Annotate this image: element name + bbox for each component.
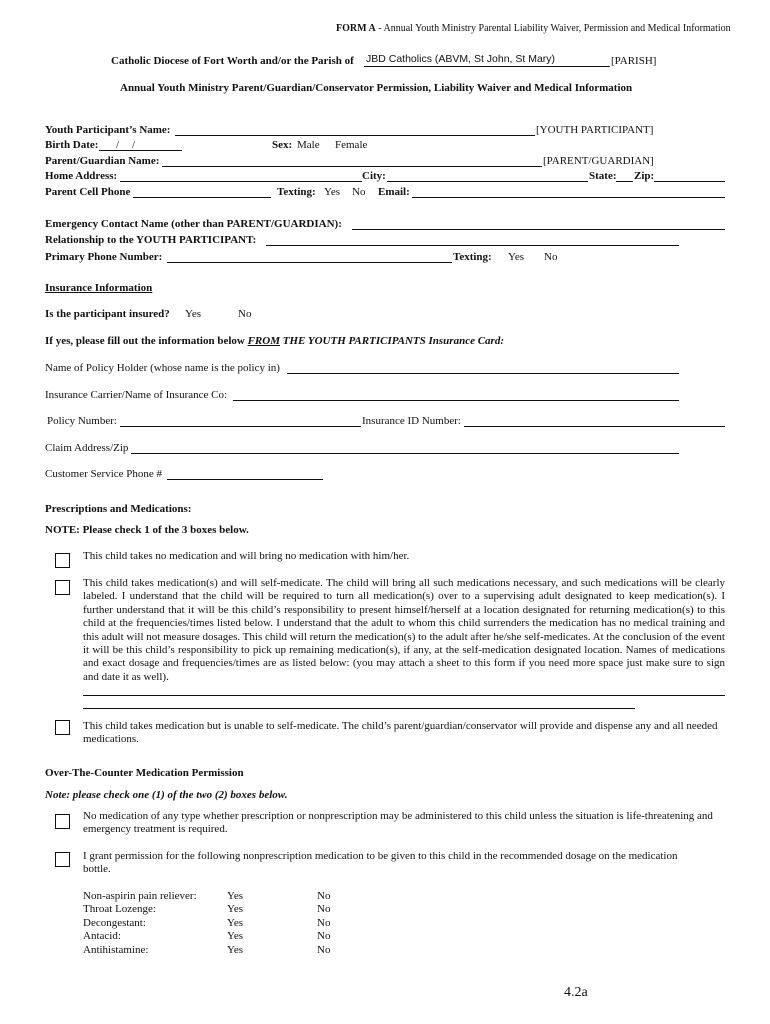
texting-no-option[interactable]: No [352,186,366,198]
self-medicate-checkbox[interactable] [55,580,70,595]
instruction-prefix: If yes, please fill out the information below [45,335,248,347]
customer-service-label: Customer Service Phone # [45,468,163,480]
emergency-contact-label: Emergency Contact Name (other than PARENT/GUARDIAN): [45,218,342,230]
unable-self-medicate-text: This child takes medication but is unable to self-medicate. The child’s parent/guardian/conservator will provide and dispense any and all needed medications. [83,720,718,746]
medication-list-line-1[interactable] [83,695,725,696]
parish-field[interactable]: JBD Catholics (ABVM, St John, St Mary) [366,53,556,65]
parent-name-label: Parent/Guardian Name: [45,155,160,167]
form-label: FORM A [336,23,376,34]
birth-sep-1: / [116,139,120,151]
insured-yes-option[interactable]: Yes [185,308,202,320]
instruction-from: FROM [247,335,280,347]
claim-address-field[interactable] [131,453,679,454]
otc-yes-column [227,890,243,957]
participant-name-tag: [YOUTH PARTICIPANT] [536,124,654,136]
zip-field[interactable] [654,181,725,182]
participant-name-label: Youth Participant’s Name: [45,124,171,136]
parent-name-tag: [PARENT/GUARDIAN] [543,155,654,167]
sex-male-option[interactable]: Male [297,139,320,151]
birth-date-label: Birth Date: [45,139,99,151]
participant-name-field[interactable] [175,135,535,136]
carrier-field[interactable] [233,400,679,401]
email-field[interactable] [412,197,725,198]
insurance-heading: Insurance Information [45,282,153,294]
city-label: City: [362,170,386,182]
insured-no-option[interactable]: No [238,308,252,320]
otc-item-decongestant: Decongestant: [83,916,146,929]
home-address-label: Home Address: [45,170,118,182]
self-medicate-text: This child takes medication(s) and will self-medicate. The child will bring all such medications necessary, and such medications will be clearly labeled. I understand that the child will be required to turn all medication(s) over to a supervising adult designated to keep medication(s). I further understand that it will be this child’s responsibility to present himself/herself at a location designated for returning medication(s) to this child at the frequencies/times listed below. I understand that the adult to whom this child surrenders the medication has no medical training and this adult will not measure dosages. This child will return the medication(s) to the adult after he/she self-medicates. At the conclusion of the event it will be this child’s responsibility to pick up remaining medication(s), if any, at the self-medication designated location. Names of medications and exact dosage and frequencies/times are as listed below: (you may attach a sheet to this form if you need more space just make sure to sign and date it as well). [83,577,725,683]
primary-phone-field[interactable] [167,262,452,263]
parent-name-field[interactable] [162,166,542,167]
email-label: Email: [378,186,410,198]
otc-yes-option[interactable]: Yes [227,930,244,943]
relationship-field[interactable] [266,245,679,246]
form-header [336,23,731,34]
parent-cell-label: Parent Cell Phone [45,186,131,198]
otc-no-option[interactable]: No [317,930,331,943]
otc-yes-option[interactable]: Yes [227,943,244,956]
otc-items-list [83,890,197,957]
no-otc-checkbox[interactable] [55,814,70,829]
unable-self-medicate-checkbox[interactable] [55,720,70,735]
insured-question: Is the participant insured? [45,308,170,320]
insurance-instruction [45,335,504,347]
grant-otc-checkbox[interactable] [55,852,70,867]
zip-label: Zip: [634,170,655,182]
otc-yes-option[interactable]: Yes [227,916,244,929]
policy-number-field[interactable] [120,426,361,427]
no-otc-text: No medication of any type whether prescription or nonprescription may be administered to this child unless the situation is life-threatening and emergency treatment is required. [83,810,713,836]
otc-no-column [317,890,330,957]
parish-tag: [PARISH] [611,55,657,67]
parent-cell-field[interactable] [133,197,271,198]
prescriptions-heading: Prescriptions and Medications: [45,503,192,515]
texting-label: Texting: [277,186,316,198]
city-field[interactable] [387,181,588,182]
otc-no-option[interactable]: No [317,943,331,956]
otc-heading: Over-The-Counter Medication Permission [45,767,244,779]
otc-yes-option[interactable]: Yes [227,890,244,902]
medication-list-line-2[interactable] [83,708,635,709]
otc-no-option[interactable]: No [317,903,331,916]
main-title: Annual Youth Ministry Parent/Guardian/Conservator Permission, Liability Waiver and Medical Information [120,82,633,94]
policy-number-label: Policy Number: [47,415,117,427]
emergency-contact-field[interactable] [352,229,725,230]
insurance-id-label: Insurance ID Number: [362,415,461,427]
otc-item-antacid: Antacid: [83,930,121,943]
form-title: - Annual Youth Ministry Parental Liability Waiver, Permission and Medical Information [375,23,731,34]
state-field[interactable] [616,181,633,182]
texting-yes-option[interactable]: Yes [324,186,341,198]
sex-label: Sex: [272,139,293,151]
otc-note: Note: please check one (1) of the two (2) boxes below. [45,789,288,801]
no-medication-text: This child takes no medication and will bring no medication with him/her. [83,550,410,562]
primary-phone-label: Primary Phone Number: [45,251,163,263]
carrier-label: Insurance Carrier/Name of Insurance Co: [45,389,228,401]
diocese-label: Catholic Diocese of Fort Worth and/or the Parish of [111,55,354,67]
no-medication-checkbox[interactable] [55,553,70,568]
otc-no-option[interactable]: No [317,916,331,929]
insurance-id-field[interactable] [464,426,725,427]
page-number: 4.2a [564,985,588,1000]
birth-date-field[interactable] [99,150,182,151]
otc-no-option[interactable]: No [317,890,331,902]
otc-yes-option[interactable]: Yes [227,903,244,916]
customer-service-field[interactable] [167,479,323,480]
emergency-texting-no[interactable]: No [544,251,558,263]
grant-otc-text: I grant permission for the following nonprescription medication to be given to this child in the recommended dosage on the medication bottle. [83,850,678,876]
otc-item-throat-lozenge: Throat Lozenge: [83,903,156,916]
policy-holder-label: Name of Policy Holder (whose name is the policy in) [45,362,280,374]
parish-underline [364,66,610,67]
birth-sep-2: / [132,139,136,151]
prescriptions-note: NOTE: Please check 1 of the 3 boxes below. [45,524,249,536]
state-label: State: [589,170,617,182]
policy-holder-field[interactable] [287,373,679,374]
otc-item-antihistamine: Antihistamine: [83,943,149,956]
claim-address-label: Claim Address/Zip [45,442,129,454]
sex-female-option[interactable]: Female [335,139,368,151]
otc-item-pain-reliever: Non-aspirin pain reliever: [83,890,197,902]
relationship-label: Relationship to the YOUTH PARTICIPANT: [45,234,257,246]
emergency-texting-label: Texting: [453,251,492,263]
home-address-field[interactable] [120,181,362,182]
emergency-texting-yes[interactable]: Yes [508,251,525,263]
instruction-suffix: THE YOUTH PARTICIPANTS Insurance Card: [279,335,504,347]
